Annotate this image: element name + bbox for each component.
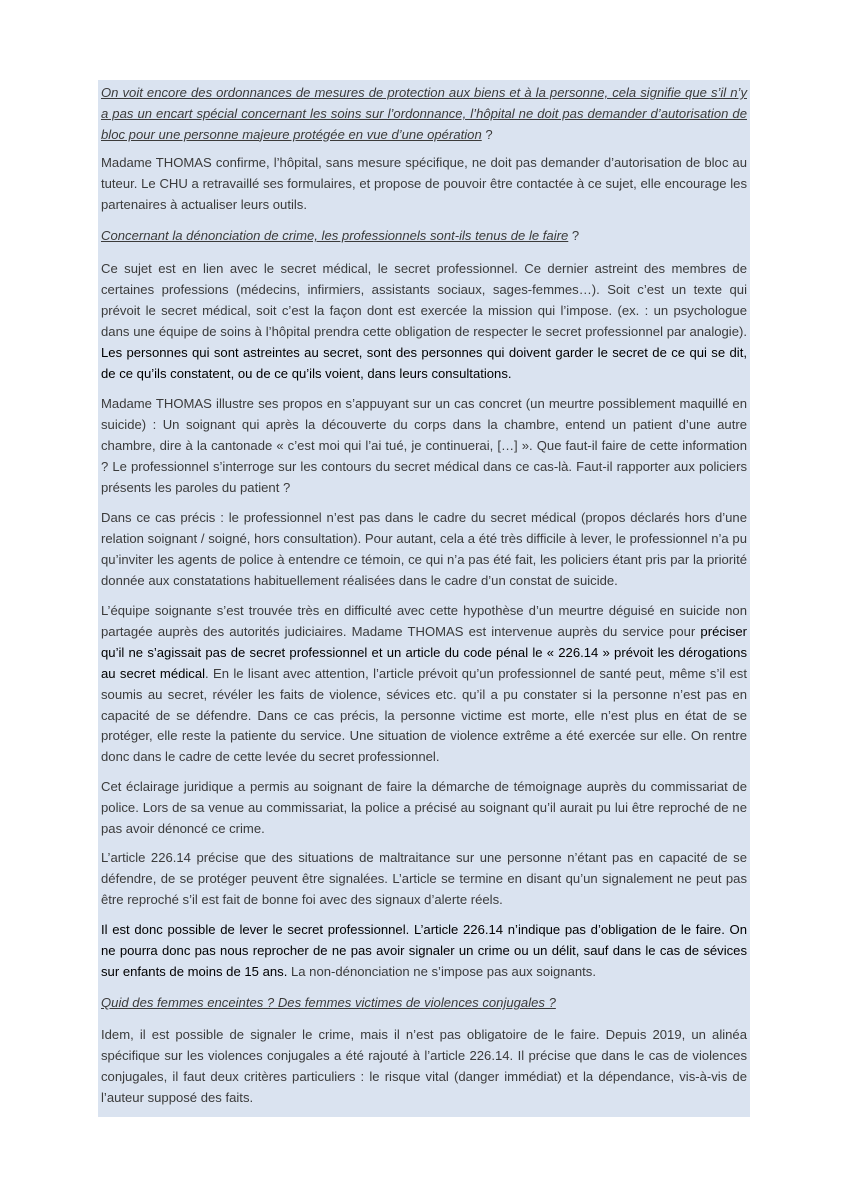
question-paragraph [101,993,747,1014]
emphasis-text: préciser qu’il ne s’agissait pas de secret professionnel et un article du code pénal le « 226.14 » prévoit les dérogations au secret médical [101,623,747,681]
question-text: Quid des femmes enceintes ? Des femmes victimes de violences conjugales ? [101,995,556,1010]
body-text: . En le lisant avec attention, l’article prévoit qu’un professionnel de santé peut, même s’il est soumis au secret, révéler les faits de violence, sévices etc. qu’il a pu constater si la personne n’est pas en capacité de se défendre. Dans ce cas précis, la personne victime est morte, elle n’est plus en état de se protéger, elle reste la patiente du service. Une situation de violence extrême a été exercée sur elle. On rentre donc dans le cadre de cette levée du secret professionnel. [101,665,747,765]
emphasis-text: Les personnes qui sont astreintes au secret, sont des personnes qui doivent garder le secret de ce qui se dit, de ce qu’ils constatent, ou de ce qu’ils voient, dans leurs consultations. [101,344,747,381]
answer-paragraph: L’article 226.14 précise que des situations de maltraitance sur une personne n’étant pas en capacité de se défendre, de se protéger peuvent être signalées. L’article se termine en disant qu’un signalement ne peut pas être reproché s’il est fait de bonne foi avec des signaux d’alerte réels. [101,850,747,907]
answer-paragraph [101,259,747,384]
body-text: L’équipe soignante s’est trouvée très en difficulté avec cette hypothèse d’un meurtre déguisé en suicide non partagée auprès des autorités judiciaires. Madame THOMAS est intervenue auprès du service pour [101,603,747,639]
answer-paragraph: Cet éclairage juridique a permis au soignant de faire la démarche de témoignage auprès du commissariat de police. Lors de sa venue au commissariat, la police a précisé au soignant qu’il aurait pu lui être reproché de ne pas avoir dénoncé ce crime. [101,779,747,836]
answer-paragraph [101,920,747,983]
answer-paragraph: Madame THOMAS confirme, l’hôpital, sans mesure spécifique, ne doit pas demander d’autorisation de bloc au tuteur. Le CHU a retravaillé ses formulaires, et propose de pouvoir être contactée à ce sujet, elle encourage les partenaires à actualiser leurs outils. [101,155,747,212]
question-text: Concernant la dénonciation de crime, les professionnels sont-ils tenus de le faire [101,228,569,243]
question-mark: ? [481,126,493,142]
body-text: Ce sujet est en lien avec le secret médical, le secret professionnel. Ce dernier astreint des membres de certaines professions (médecins, infirmiers, assistants sociaux, sages-femmes…). Soit c’est un texte qui prévoit le secret médical, soit c’est la façon dont est exercée la mission qui l’impose. (ex. : un psychologue dans une équipe de soins à l’hôpital prendra cette obligation de respecter le secret professionnel par analogie). [101,261,747,339]
highlighted-text-block [98,80,750,1117]
answer-paragraph: Madame THOMAS illustre ses propos en s’appuyant sur un cas concret (un meurtre possiblement maquillé en suicide) : Un soignant qui après la découverte du corps dans la chambre, entend un patient d’une autre chambre, dire à la cantonade « c’est moi qui l’ai tué, je continuerai, […] ». Que faut-il faire de cette information ? Le professionnel s’interroge sur les contours du secret médical dans ce cas-là. Faut-il rapporter aux policiers présents les paroles du patient ? [101,396,747,495]
question-paragraph [101,83,747,146]
answer-paragraph: Idem, il est possible de signaler le crime, mais il n’est pas obligatoire de le faire. Depuis 2019, un alinéa spécifique sur les violences conjugales a été rajouté à l’article 226.14. Il précise que dans le cas de violences conjugales, il faut deux critères particuliers : le risque vital (danger immédiat) et la dépendance, vis-à-vis de l’auteur supposé des faits. [101,1027,747,1105]
answer-paragraph [101,601,747,768]
body-text: La non-dénonciation ne s’impose pas aux soignants. [287,963,596,979]
answer-paragraph: Dans ce cas précis : le professionnel n’est pas dans le cadre du secret médical (propos déclarés hors d’une relation soignant / soigné, hors consultation). Pour autant, cela a été très difficile à lever, le professionnel n’a pu qu’inviter les agents de police à entendre ce témoin, ce qui n’a pas été fait, les policiers étant pris par la priorité donnée aux constatations habituellement réalisées dans le cadre d’un constat de suicide. [101,510,747,588]
question-text: On voit encore des ordonnances de mesures de protection aux biens et à la personne, cela signifie que s’il n’y a pas un encart spécial concernant les soins sur l’ordonnance, l’hôpital ne doit pas demander d’autorisation de bloc pour une personne majeure protégée en vue d’une opération [101,85,747,142]
question-paragraph [101,226,747,247]
question-mark: ? [568,228,580,243]
emphasis-text: Il est donc possible de lever le secret professionnel. L’article 226.14 n’indique pas d’obligation de le faire. On ne pourra donc pas nous reprocher de ne pas avoir signaler un crime ou un délit, sauf dans le cas de sévices sur enfants de moins de 15 ans. [101,922,747,979]
